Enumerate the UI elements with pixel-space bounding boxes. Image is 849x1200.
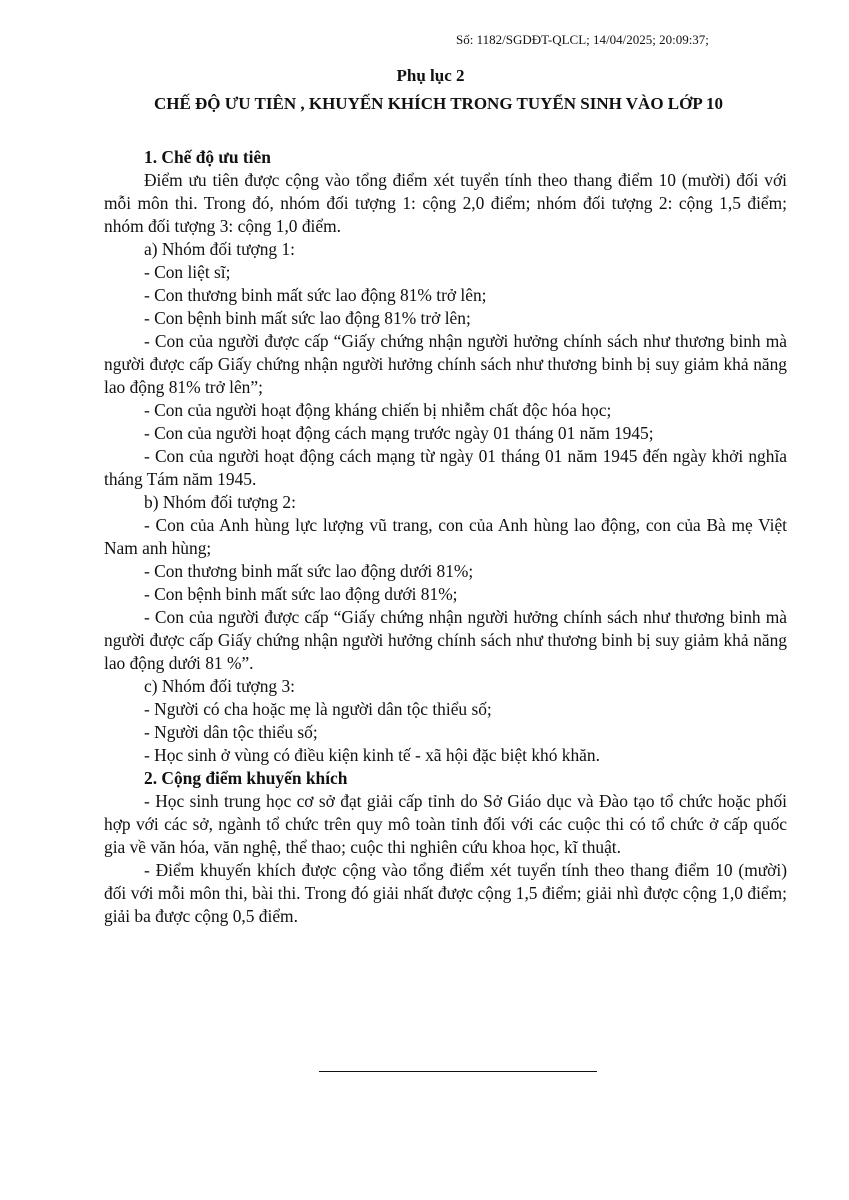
document-body (104, 146, 787, 928)
group-c-label: c) Nhóm đối tượng 3: (144, 676, 295, 696)
list-item: - Con bệnh binh mất sức lao động 81% trở lên; (144, 308, 471, 328)
list-item: - Người có cha hoặc mẹ là người dân tộc thiểu số; (144, 699, 492, 719)
list-item: - Con của người hoạt động kháng chiến bị nhiễm chất độc hóa học; (144, 400, 612, 420)
closing-divider (319, 1071, 597, 1072)
encouragement-paragraph: - Học sinh trung học cơ sở đạt giải cấp tỉnh do Sở Giáo dục và Đào tạo tổ chức hoặc phối hợp với các sở, ngành tổ chức trên quy mô toàn tỉnh đối với các cuộc thi có tổ chức ở cấp quốc gia về văn hóa, văn nghệ, thể thao; cuộc thi nghiên cứu khoa học, kĩ thuật. (104, 791, 787, 857)
list-item: - Con thương binh mất sức lao động 81% trở lên; (144, 285, 487, 305)
list-item: - Người dân tộc thiểu số; (144, 722, 318, 742)
group-a-label: a) Nhóm đối tượng 1: (144, 239, 295, 259)
section-heading-encouragement: 2. Cộng điểm khuyến khích (144, 768, 348, 788)
list-item: - Con bệnh binh mất sức lao động dưới 81%; (144, 584, 458, 604)
encouragement-paragraph: - Điểm khuyến khích được cộng vào tổng điểm xét tuyển tính theo thang điểm 10 (mười) đối với mỗi môn thi, bài thi. Trong đó giải nhất được cộng 1,5 điểm; giải nhì được cộng 1,0 điểm; giải ba được cộng 0,5 điểm. (104, 860, 787, 926)
list-item: - Con của người được cấp “Giấy chứng nhận người hưởng chính sách như thương binh mà người được cấp Giấy chứng nhận người hưởng chính sách như thương binh bị suy giảm khả năng lao động 81% trở lên”; (104, 331, 787, 397)
list-item: - Con của người hoạt động cách mạng trước ngày 01 tháng 01 năm 1945; (144, 423, 654, 443)
list-item: - Con của người được cấp “Giấy chứng nhận người hưởng chính sách như thương binh mà người được cấp Giấy chứng nhận người hưởng chính sách như thương binh bị suy giảm khả năng lao động dưới 81 %”. (104, 607, 787, 673)
list-item: - Con liệt sĩ; (144, 262, 231, 282)
list-item: - Con của người hoạt động cách mạng từ ngày 01 tháng 01 năm 1945 đến ngày khởi nghĩa tháng Tám năm 1945. (104, 446, 787, 489)
list-item: - Học sinh ở vùng có điều kiện kinh tế - xã hội đặc biệt khó khăn. (144, 745, 600, 765)
page-title: CHẾ ĐỘ ƯU TIÊN , KHUYẾN KHÍCH TRONG TUYỂN SINH VÀO LỚP 10 (153, 94, 724, 113)
section-heading-priority: 1. Chế độ ưu tiên (144, 147, 271, 167)
document-number-stamp: Số: 1182/SGDĐT-QLCL; 14/04/2025; 20:09:37; (456, 32, 709, 47)
group-b-label: b) Nhóm đối tượng 2: (144, 492, 296, 512)
list-item: - Con của Anh hùng lực lượng vũ trang, con của Anh hùng lao động, con của Bà mẹ Việt Nam anh hùng; (104, 515, 787, 558)
appendix-label: Phụ lục 2 (396, 66, 465, 85)
list-item: - Con thương binh mất sức lao động dưới 81%; (144, 561, 474, 581)
priority-intro-paragraph: Điểm ưu tiên được cộng vào tổng điểm xét tuyển tính theo thang điểm 10 (mười) đối với mỗi môn thi. Trong đó, nhóm đối tượng 1: cộng 2,0 điểm; nhóm đối tượng 2: cộng 1,5 điểm; nhóm đối tượng 3: cộng 1,0 điểm. (104, 170, 787, 236)
